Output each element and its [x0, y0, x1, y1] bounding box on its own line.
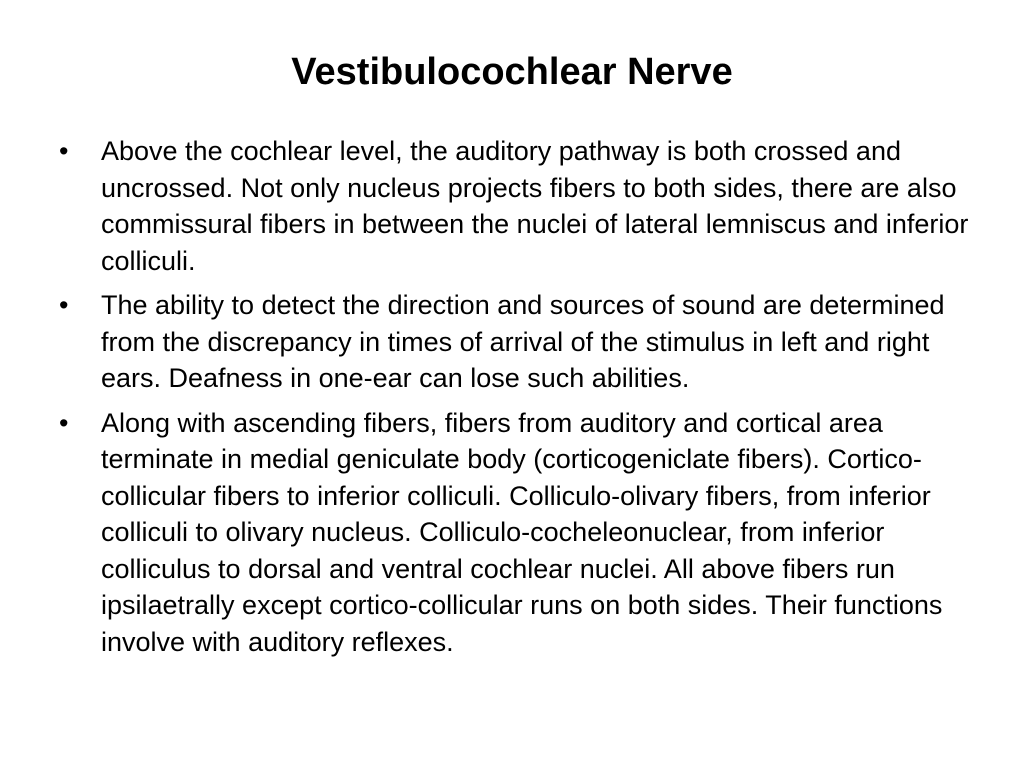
slide-title: Vestibulocochlear Nerve [291, 51, 733, 93]
bullet-icon: • [59, 407, 69, 438]
bullet-item [56, 405, 996, 661]
bullet-list [56, 133, 996, 668]
bullet-icon: • [59, 290, 69, 320]
bullet-item [56, 133, 996, 279]
bullet-text: The ability to detect the direction and sources of sound are determined from the discrepancy in times of arrival of the stimulus in left and right ears. Deafness in one-ear can lose such abilities. [101, 290, 945, 393]
bullet-icon: • [59, 136, 69, 166]
bullet-text: Above the cochlear level, the auditory pathway is both crossed and uncrossed. Not only nucleus projects fibers to both sides, there are also commissural fibers in between the nuclei of lateral lemniscus and inferior colliculi. [101, 136, 969, 276]
bullet-text: Along with ascending fibers, fibers from auditory and cortical area terminate in medial geniculate body (corticogeniclate fibers). Cortico-collicular fibers to inferior colliculi. Colliculo-olivary fibers, from inferior colliculi to olivary nucleus. Colliculo-cocheleonuclear, from inferior colliculus to dorsal and ventral cochlear nuclei. All above fibers run ipsilaetrally except cortico-collicular runs on both sides. Their functions involve with auditory reflexes. [101, 407, 943, 657]
bullet-item [56, 287, 996, 397]
